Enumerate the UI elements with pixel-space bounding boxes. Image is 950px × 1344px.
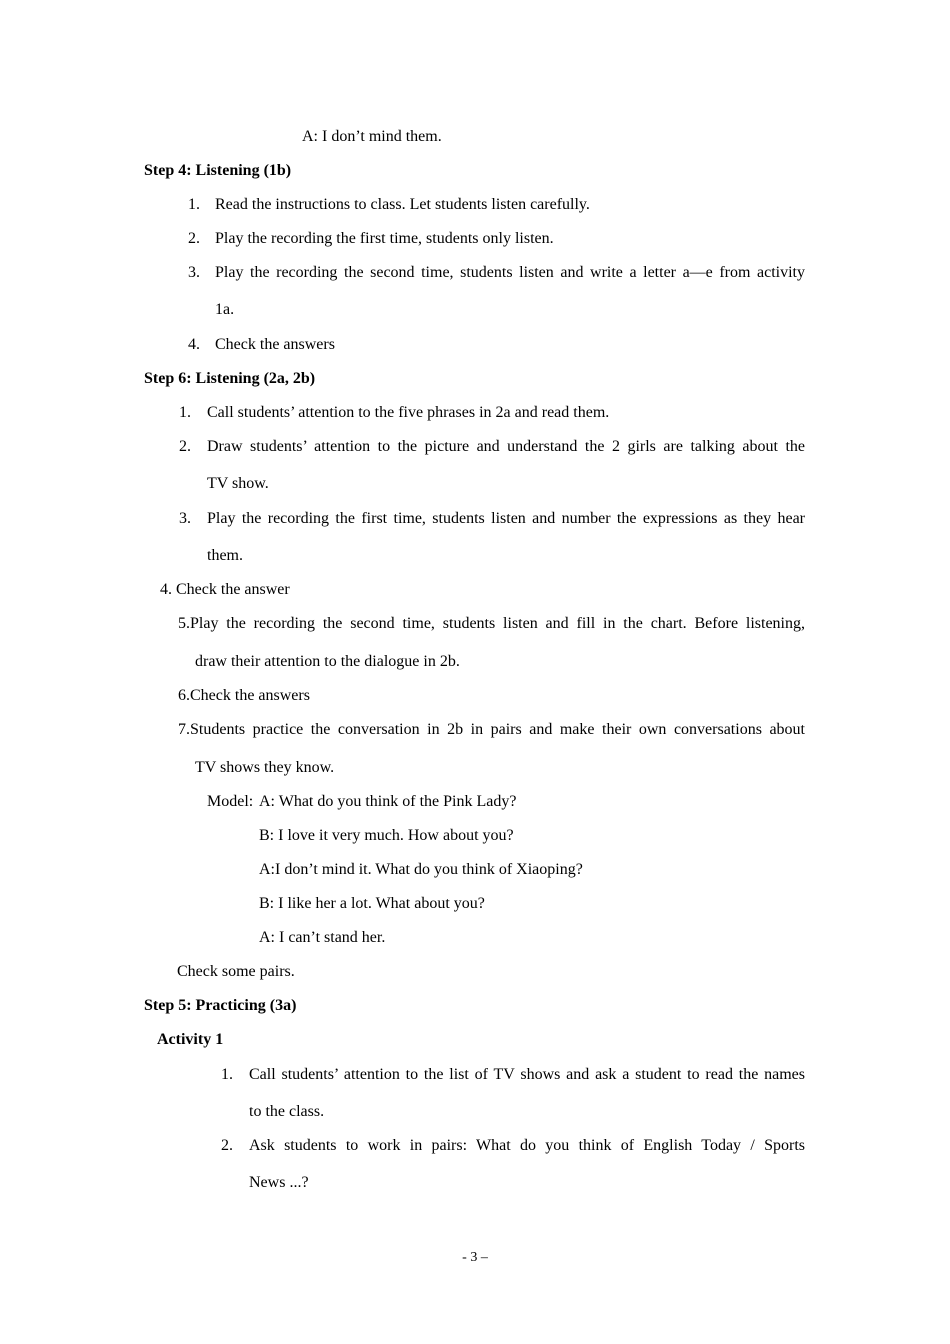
model-label: Model: — [207, 793, 254, 810]
model-dialogue-line: A:I don’t mind it. What do you think of Xiaoping? — [259, 861, 583, 878]
model-dialogue-line: B: I love it very much. How about you? — [259, 827, 514, 844]
list-number: 3. — [179, 510, 191, 527]
list-item: Play the recording the first time, students only listen. — [215, 230, 554, 247]
list-item-continuation: draw their attention to the dialogue in 2b. — [195, 653, 460, 670]
list-number: 2. — [221, 1137, 233, 1154]
list-number: 3. — [188, 264, 200, 281]
step5-heading: Step 5: Practicing (3a) — [144, 997, 297, 1014]
list-number: 2. — [188, 230, 200, 247]
page-number: - 3 – — [462, 1250, 488, 1265]
model-dialogue-line: A: I can’t stand her. — [259, 929, 386, 946]
model-dialogue-line: B: I like her a lot. What about you? — [259, 895, 485, 912]
list-number: 1. — [179, 404, 191, 421]
intro-line: A: I don’t mind them. — [302, 128, 442, 145]
list-item: Read the instructions to class. Let students listen carefully. — [215, 196, 590, 213]
list-item: 7.Students practice the conversation in 2b in pairs and make their own conversations about — [178, 721, 805, 738]
step4-heading: Step 4: Listening (1b) — [144, 162, 292, 179]
list-item-continuation: TV shows they know. — [195, 759, 335, 776]
list-number: 1. — [188, 196, 200, 213]
list-item: Call students’ attention to the five phrases in 2a and read them. — [207, 404, 610, 421]
list-item: Draw students’ attention to the picture and understand the 2 girls are talking about the — [207, 438, 805, 455]
list-number: 1. — [221, 1066, 233, 1083]
list-item: Play the recording the second time, students listen and write a letter a—e from activity — [215, 264, 805, 281]
list-item: Ask students to work in pairs: What do you think of English Today / Sports — [249, 1137, 805, 1154]
list-item-continuation: to the class. — [249, 1103, 325, 1120]
list-item: Play the recording the first time, students listen and number the expressions as they hear — [207, 510, 805, 527]
list-number: 2. — [179, 438, 191, 455]
list-item: Call students’ attention to the list of TV shows and ask a student to read the names — [249, 1066, 805, 1083]
list-item: 5.Play the recording the second time, students listen and fill in the chart. Before listening, — [178, 615, 805, 632]
model-dialogue-line: A: What do you think of the Pink Lady? — [259, 793, 517, 810]
list-item-continuation: News ...? — [249, 1174, 309, 1191]
list-item: 6.Check the answers — [178, 687, 310, 704]
activity-heading: Activity 1 — [157, 1031, 224, 1048]
list-item-continuation: them. — [207, 547, 243, 564]
step6-heading: Step 6: Listening (2a, 2b) — [144, 370, 316, 387]
list-item-continuation: 1a. — [215, 301, 235, 318]
list-item-continuation: TV show. — [207, 475, 269, 492]
list-number: 4. — [188, 336, 200, 353]
list-item: 4. Check the answer — [160, 581, 290, 598]
list-item: Check the answers — [215, 336, 335, 353]
closing-line: Check some pairs. — [177, 963, 295, 980]
